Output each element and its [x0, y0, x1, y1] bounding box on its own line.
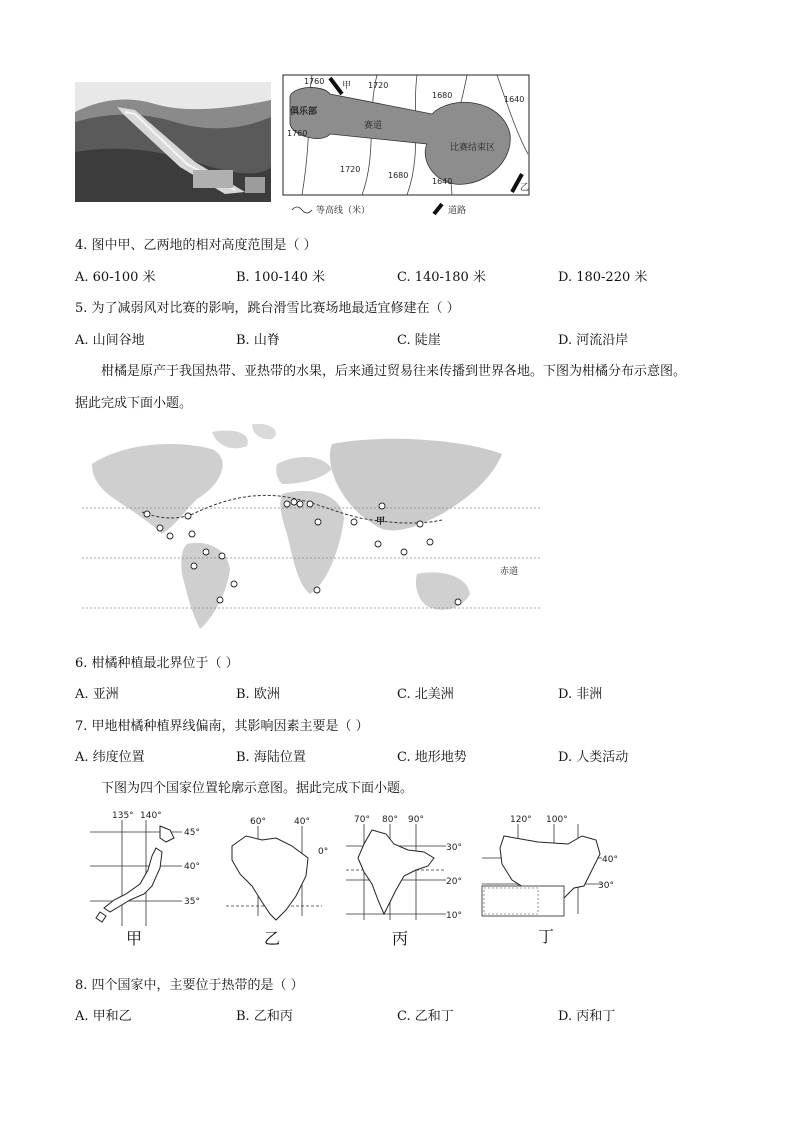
q8-option-a[interactable]: A. 甲和乙 [75, 1009, 132, 1024]
contour-map [282, 74, 532, 216]
citrus-world-map [82, 424, 542, 638]
q5-option-d[interactable]: D. 河流沿岸 [558, 333, 629, 348]
q4-option-c[interactable]: C. 140-180 米 [397, 270, 486, 285]
club-area: 俱乐部 [290, 107, 318, 117]
bing-lat-10: 10° [446, 911, 462, 921]
contour-label: 1760 [287, 129, 308, 138]
caption-jia: 甲 [126, 929, 143, 948]
yi-lat-0: 0° [318, 847, 329, 857]
q6-option-b[interactable]: B. 欧洲 [236, 687, 280, 702]
q5-option-c[interactable]: C. 陡崖 [397, 333, 441, 348]
caption-yi: 乙 [264, 929, 281, 948]
q4-option-a[interactable]: A. 60-100 米 [75, 270, 156, 285]
question-7: 7. 甲地柑橘种植界线偏南，其影响因素主要是（ ） [75, 719, 369, 734]
ski-jump-photo [75, 82, 271, 202]
track-area: 赛道 [364, 121, 383, 131]
q7-option-d[interactable]: D. 人类活动 [558, 750, 629, 765]
q6-option-c[interactable]: C. 北美洲 [397, 687, 454, 702]
contour-label: 1720 [368, 81, 389, 90]
contour-label: 1680 [432, 91, 453, 100]
contour-label: 1640 [504, 95, 525, 104]
bing-lon-90: 90° [408, 815, 424, 825]
finish-area: 比赛结束区 [450, 143, 496, 153]
q5-option-b[interactable]: B. 山脊 [236, 333, 280, 348]
caption-ding: 丁 [538, 927, 555, 946]
question-6: 6. 柑橘种植最北界位于（ ） [75, 656, 239, 671]
question-4: 4. 图中甲、乙两地的相对高度范围是（ ） [75, 238, 317, 253]
map-point-jia: 甲 [376, 517, 386, 527]
contour-label: 1760 [304, 77, 325, 86]
contour-label: 1720 [340, 165, 361, 174]
equator-label: 赤道 [500, 567, 519, 577]
caption-bing: 丙 [392, 929, 409, 948]
point-yi: 乙 [520, 183, 530, 193]
q7-option-c[interactable]: C. 地形地势 [397, 750, 467, 765]
passage-countries: 下图为四个国家位置轮廓示意图。据此完成下面小题。 [101, 781, 414, 796]
bing-lon-70: 70° [354, 815, 370, 825]
point-jia: 甲 [342, 81, 352, 91]
q8-option-c[interactable]: C. 乙和丁 [397, 1009, 454, 1024]
contour-label: 1640 [432, 177, 453, 186]
q4-option-b[interactable]: B. 100-140 米 [236, 270, 325, 285]
ding-lat-30: 30° [598, 881, 614, 891]
ding-lon-100: 100° [546, 815, 568, 825]
question-8: 8. 四个国家中，主要位于热带的是（ ） [75, 978, 304, 993]
q8-option-b[interactable]: B. 乙和丙 [236, 1009, 293, 1024]
q7-option-b[interactable]: B. 海陆位置 [236, 750, 306, 765]
q6-option-d[interactable]: D. 非洲 [558, 687, 603, 702]
legend-contour: 等高线（米） [316, 206, 371, 216]
contour-label: 1680 [388, 171, 409, 180]
country-map-jia [86, 808, 216, 948]
jia-lon-140: 140° [140, 811, 162, 821]
ding-lon-120: 120° [510, 815, 532, 825]
bing-lat-20: 20° [446, 877, 462, 887]
country-map-yi [222, 816, 332, 948]
question-5: 5. 为了减弱风对比赛的影响，跳台滑雪比赛场地最适宜修建在（ ） [75, 301, 460, 316]
jia-lon-135: 135° [112, 811, 134, 821]
q4-option-d[interactable]: D. 180-220 米 [558, 270, 648, 285]
jia-lat-45: 45° [184, 828, 200, 838]
jia-lat-35: 35° [184, 897, 200, 907]
q6-option-a[interactable]: A. 亚洲 [75, 687, 119, 702]
passage-citrus-line2: 据此完成下面小题。 [75, 396, 193, 411]
country-map-bing [342, 814, 472, 948]
yi-lon-40: 40° [294, 817, 310, 827]
yi-lon-60: 60° [250, 817, 266, 827]
legend-road: 道路 [448, 206, 467, 216]
q5-option-a[interactable]: A. 山间谷地 [75, 333, 145, 348]
bing-lon-80: 80° [382, 815, 398, 825]
bing-lat-30: 30° [446, 843, 462, 853]
country-map-ding [478, 814, 628, 948]
q8-option-d[interactable]: D. 丙和丁 [558, 1009, 616, 1024]
passage-citrus-line1: 柑橘是原产于我国热带、亚热带的水果，后来通过贸易往来传播到世界各地。下图为柑橘分布示意图。 [101, 364, 687, 379]
ding-lat-40: 40° [602, 855, 618, 865]
jia-lat-40: 40° [184, 862, 200, 872]
q7-option-a[interactable]: A. 纬度位置 [75, 750, 145, 765]
